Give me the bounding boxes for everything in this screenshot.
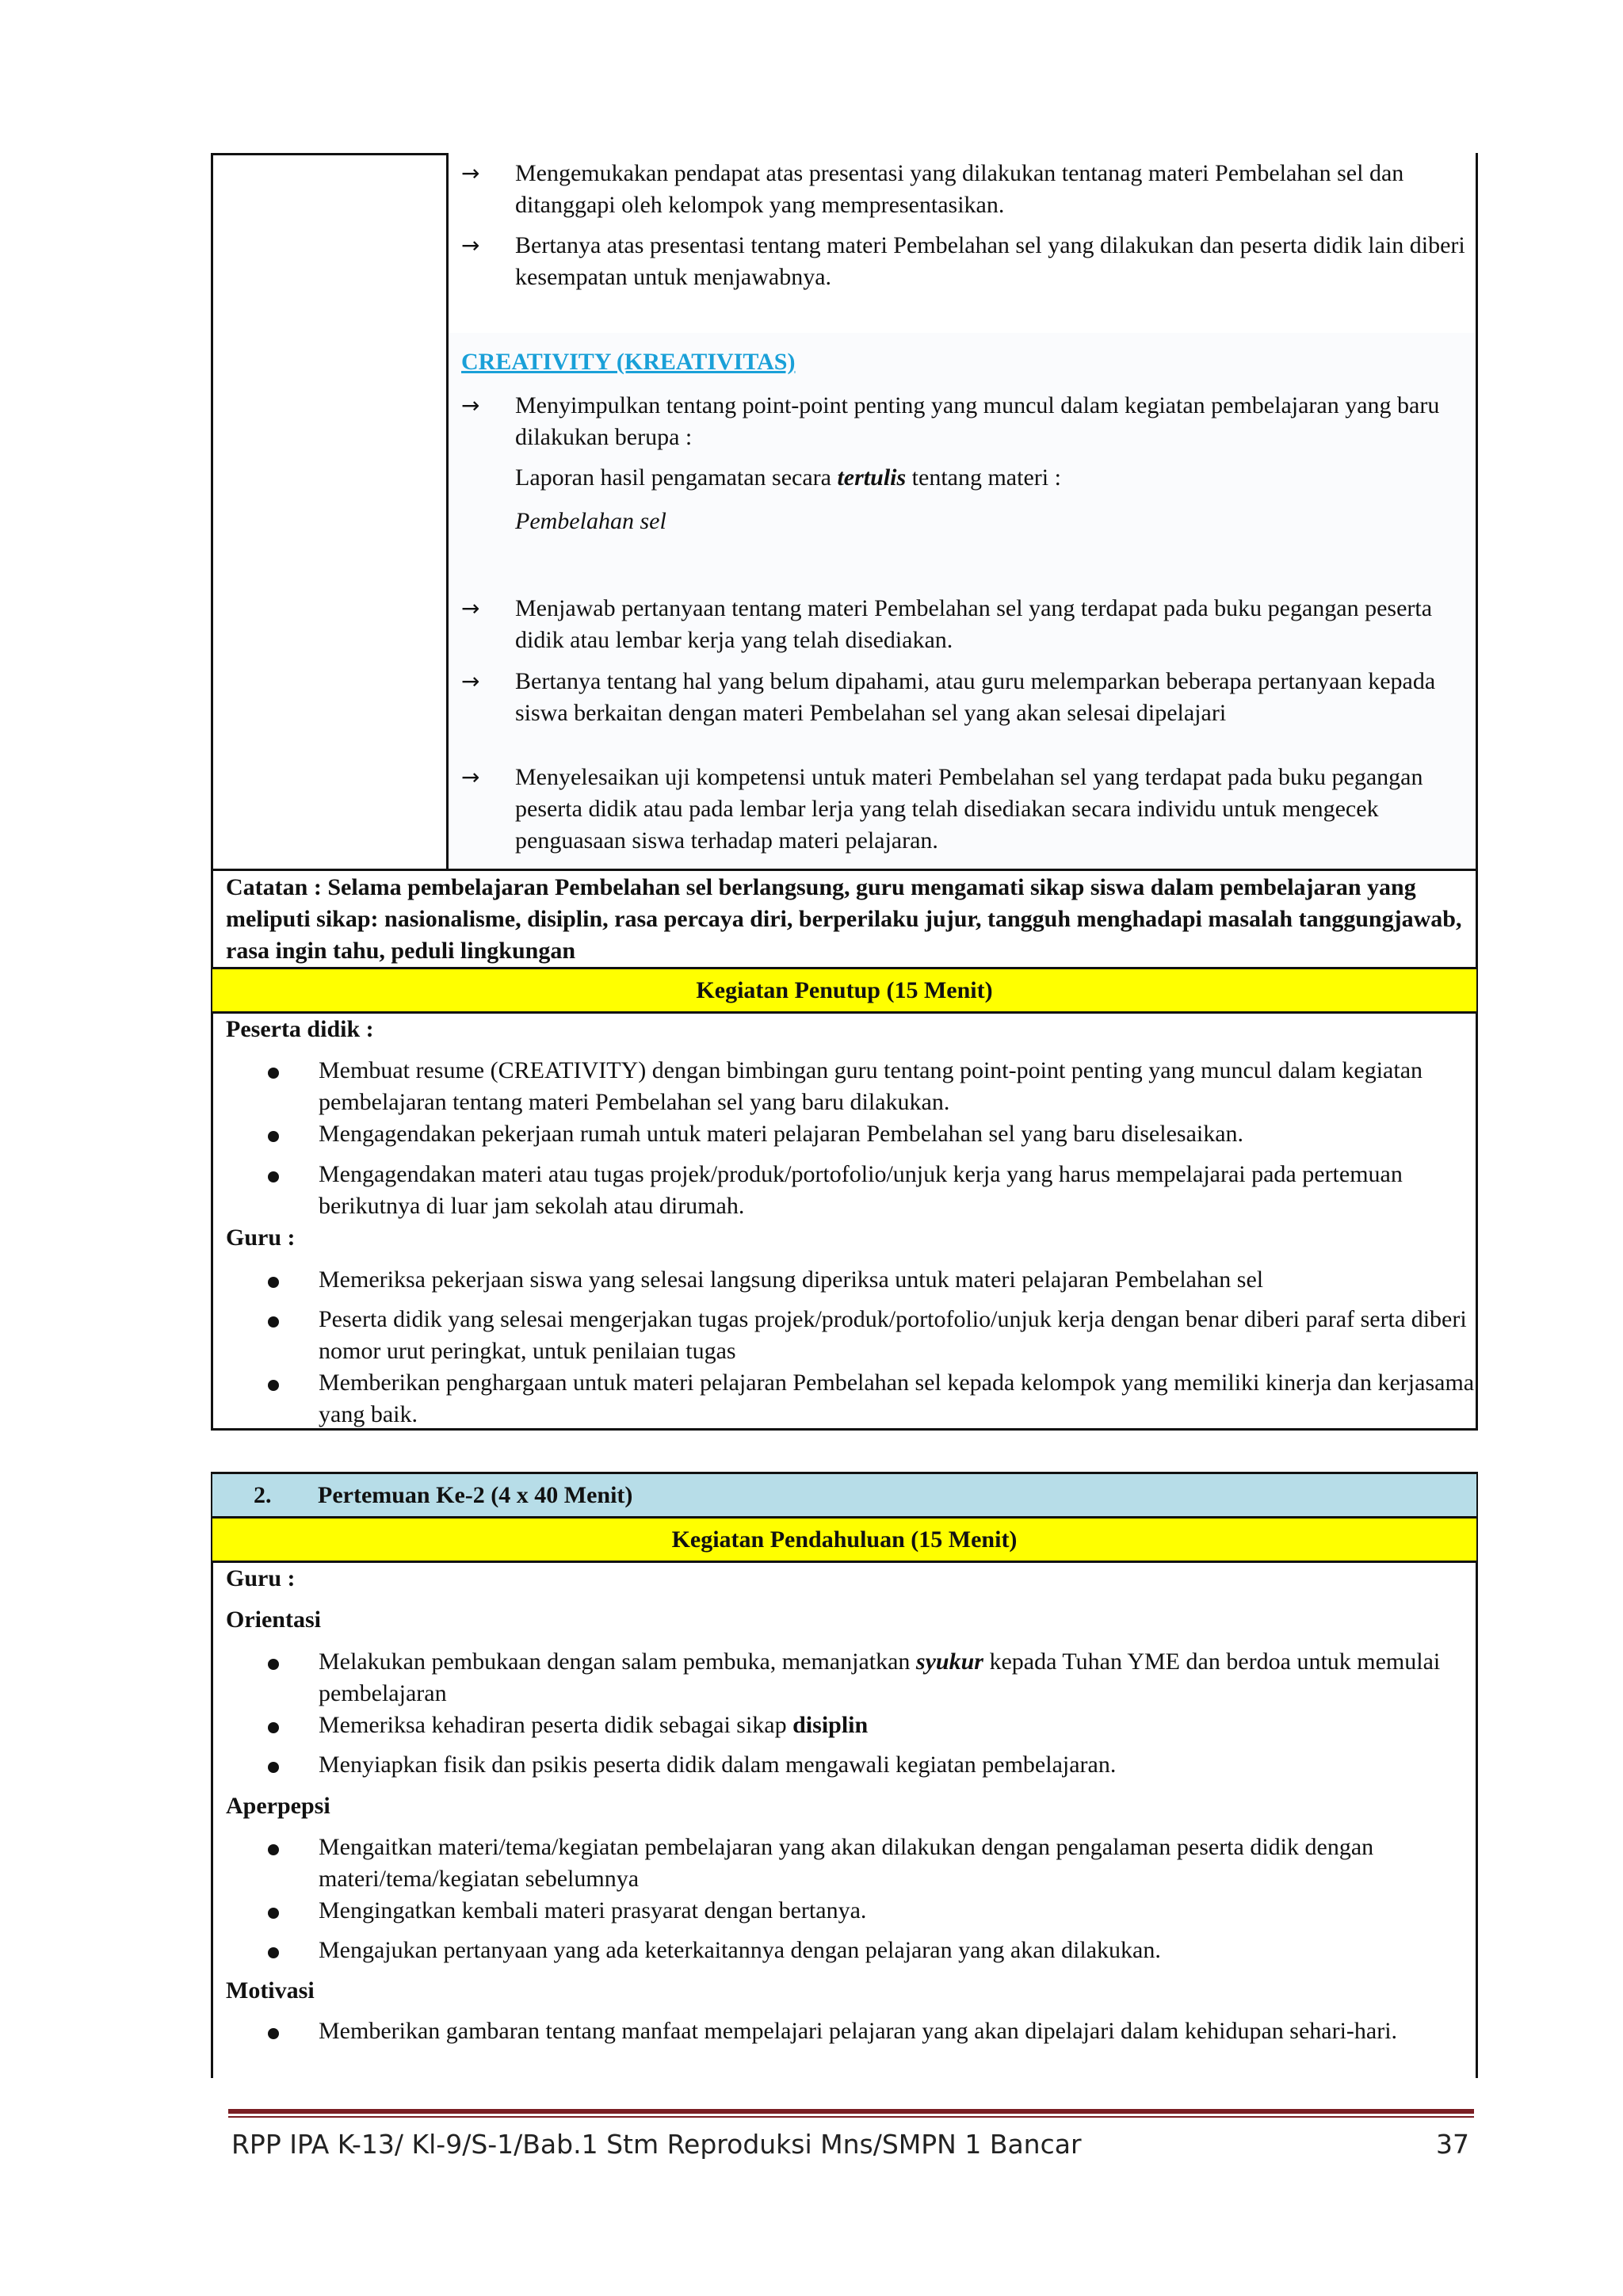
bullet-icon [268, 1844, 279, 1855]
list-item-text: Mengemukakan pendapat atas presentasi yang dilakukan tentanag materi Pembelahan sel dan ditanggapi oleh kelompok yang mempresentasikan. [515, 160, 1404, 218]
table-column-divider [446, 153, 449, 869]
motivasi-label: Motivasi [226, 1977, 315, 2004]
bullet-icon [268, 1908, 279, 1919]
list-item-text: Bertanya atas presentasi tentang materi Pembelahan sel yang dilakukan dan peserta didik lain diberi kesempatan untuk menjawabnya. [515, 232, 1465, 290]
aperpepsi-label: Aperpepsi [226, 1793, 330, 1819]
catatan-note: Catatan : Selama pembelajaran Pembelahan sel berlangsung, guru mengamati sikap siswa dalam pembelajaran yang meliputi sikap: nasionalisme, disiplin, rasa percaya diri, berperilaku jujur, tangguh menghadapi masalah tanggungjawab, rasa ingin tahu, peduli lingkungan [226, 874, 1462, 964]
bullet-icon [268, 1068, 279, 1079]
row-divider [211, 869, 1478, 871]
list-item-text: Mengajukan pertanyaan yang ada keterkaitannya dengan pelajaran yang akan dilakukan. [319, 1937, 1161, 1963]
bullet-icon [268, 1131, 279, 1142]
bullet-icon [268, 1947, 279, 1958]
list-item-text: Mengagendakan pekerjaan rumah untuk materi pelajaran Pembelahan sel yang baru diselesaikan. [319, 1121, 1244, 1147]
arrow-icon: → [461, 232, 480, 258]
row-divider [211, 1561, 1478, 1563]
report-text: Laporan hasil pengamatan secara [515, 464, 838, 491]
bullet-icon [268, 2028, 279, 2039]
footer-rule [228, 2109, 1474, 2114]
meeting2-title: Pertemuan Ke-2 (4 x 40 Menit) [318, 1482, 633, 1508]
page-number: 37 [1436, 2129, 1469, 2160]
list-item-text: Memberikan gambaran tentang manfaat mempelajari pelajaran yang akan dipelajari dalam kehidupan sehari-hari. [319, 2018, 1398, 2044]
list-item-text: Mengingatkan kembali materi prasyarat dengan bertanya. [319, 1897, 867, 1924]
list-item-text: Memberikan penghargaan untuk materi pelajaran Pembelahan sel kepada kelompok yang memiliki kinerja dan kerjasama yang baik. [319, 1370, 1475, 1427]
report-line [515, 462, 1061, 494]
footer-rule-thin [228, 2116, 1474, 2118]
guru-label: Guru : [226, 1224, 296, 1251]
bullet-icon [268, 1171, 279, 1182]
bullet-icon [268, 1659, 279, 1670]
report-emphasis: tertulis [837, 464, 907, 491]
arrow-icon: → [461, 668, 480, 694]
bullet-icon [268, 1722, 279, 1733]
table-right-border [1476, 153, 1478, 1430]
orientasi-label: Orientasi [226, 1606, 321, 1633]
list-item-text: Mengaitkan materi/tema/kegiatan pembelajaran yang akan dilakukan dengan pengalaman peserta didik dengan materi/tema/kegiatan sebelumnya [319, 1834, 1374, 1892]
table-left-border [211, 153, 213, 1430]
pendahuluan-band: Kegiatan Pendahuluan (15 Menit) [212, 1519, 1476, 1561]
peserta-label: Peserta didik : [226, 1016, 374, 1042]
list-item-text: Peserta didik yang selesai mengerjakan tugas projek/produk/portofolio/unjuk kerja dengan benar diberi paraf serta diberi nomor urut peringkat, untuk penilaian tugas [319, 1306, 1467, 1364]
list-item-text: Membuat resume (CREATIVITY) dengan bimbingan guru tentang point-point penting yang muncul dalam kegiatan pembelajaran tentang materi Pembelahan sel yang baru dilakukan. [319, 1057, 1423, 1115]
arrow-icon: → [461, 764, 480, 790]
list-item-text: Menyelesaikan uji kompetensi untuk materi Pembelahan sel yang terdapat pada buku pegangan peserta didik atau pada lembar lerja yang telah disediakan secara individu untuk mengecek penguasaan siswa terhadap materi pelajaran. [515, 764, 1423, 854]
list-item-text: Mengagendakan materi atau tugas projek/produk/portofolio/unjuk kerja yang harus mempelajarai pada pertemuan berikutnya di luar jam sekolah atau dirumah. [319, 1161, 1403, 1219]
list-item-text: Memeriksa kehadiran peserta didik sebagai sikap disiplin [319, 1712, 869, 1738]
list-item-text: Menjawab pertanyaan tentang materi Pembelahan sel yang terdapat pada buku pegangan peserta didik atau lembar kerja yang telah disediakan. [515, 595, 1433, 653]
meeting2-header [212, 1474, 1476, 1516]
row-divider [211, 1011, 1478, 1014]
bullet-icon [268, 1277, 279, 1288]
report-text-end: tentang materi : [906, 464, 1061, 491]
arrow-icon: → [461, 595, 480, 621]
topic-text: Pembelahan sel [515, 508, 666, 534]
table-top-left-border [211, 153, 449, 155]
list-item-text: Melakukan pembukaan dengan salam pembuka, memanjatkan syukur kepada Tuhan YME dan berdoa untuk memulai pembelajaran [319, 1648, 1441, 1706]
creativity-heading: CREATIVITY (KREATIVITAS) [461, 349, 796, 375]
bullet-icon [268, 1316, 279, 1328]
list-item-text: Memeriksa pekerjaan siswa yang selesai langsung diperiksa untuk materi pelajaran Pembelahan sel [319, 1266, 1264, 1293]
list-item-text: Menyiapkan fisik dan psikis peserta didik dalam mengawali kegiatan pembelajaran. [319, 1752, 1117, 1778]
guru-label: Guru : [226, 1565, 296, 1591]
meeting2-number: 2. [254, 1482, 272, 1508]
bullet-icon [268, 1762, 279, 1773]
bullet-icon [268, 1380, 279, 1391]
arrow-icon: → [461, 392, 480, 418]
footer-document-code: RPP IPA K-13/ Kl-9/S-1/Bab.1 Stm Reproduksi Mns/SMPN 1 Bancar [231, 2129, 1082, 2160]
list-item-text: Bertanya tentang hal yang belum dipahami, atau guru melemparkan beberapa pertanyaan kepada siswa berkaitan dengan materi Pembelahan sel yang akan selesai dipelajari [515, 668, 1436, 726]
arrow-icon: → [461, 160, 480, 186]
list-item-text: Menyimpulkan tentang point-point penting yang muncul dalam kegiatan pembelajaran yang baru dilakukan berupa : [515, 392, 1440, 450]
penutup-band: Kegiatan Penutup (15 Menit) [212, 969, 1476, 1011]
